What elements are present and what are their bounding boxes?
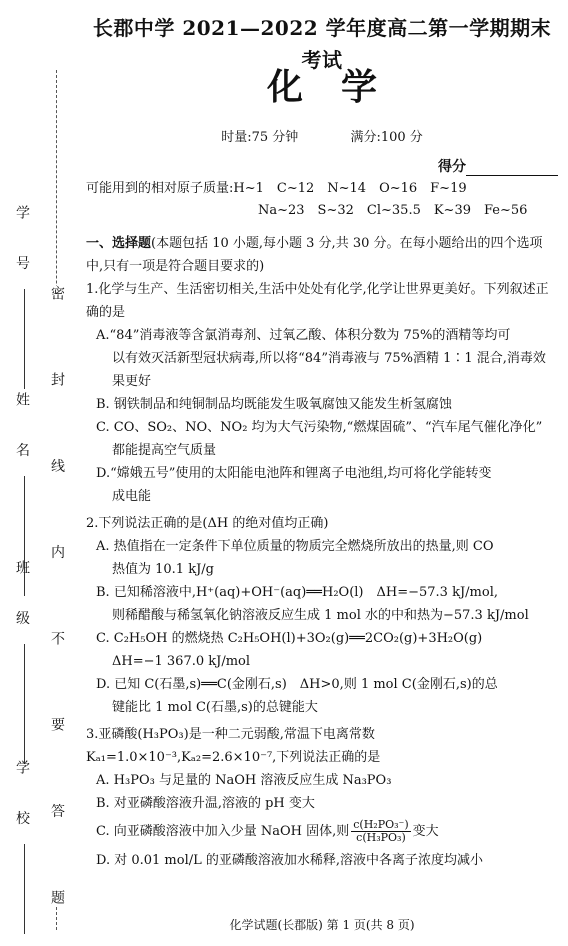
option-d[interactable]: D.“嫦娥五号”使用的太阳能电池阵和锂离子电池组,均可将化学能转变 成电能 [96,466,492,504]
time-limit: 时量:75 分钟 [221,130,299,145]
student-number-field: 学 号 [12,205,36,389]
option-d[interactable]: D. 对 0.01 mol/L 的亚磷酸溶液加水稀释,溶液中各离子浓度均减小 [96,853,484,868]
score-blank[interactable] [466,161,558,176]
option-b[interactable]: B. 对亚磷酸溶液升温,溶液的 pH 变大 [96,796,315,811]
question-2 [86,512,558,719]
score-box [86,156,558,176]
option-a[interactable]: A. H₃PO₃ 与足量的 NaOH 溶液反应生成 Na₃PO₃ [96,773,392,788]
exam-meta [86,126,558,146]
question-stem: 3.亚磷酸(H₃PO₃)是一种二元弱酸,常温下电离常数 Kₐ₁=1.0×10⁻³,Kₐ₂=2.6×10⁻⁷,下列说法正确的是 [86,727,381,765]
option-a[interactable]: A.“84”消毒液等含氯消毒剂、过氧乙酸、体积分数为 75%的酒精等均可 以有效灭活新型冠状病毒,所以将“84”消毒液与 75%酒精 1∶1 混合,消毒效果更好 [96,328,546,389]
option-b[interactable]: B. 钢铁制品和纯铜制品均既能发生吸氧腐蚀又能发生析氢腐蚀 [96,397,452,412]
question-stem: 2.下列说法正确的是(ΔH 的绝对值均正确) [86,516,329,531]
option-c[interactable]: C. 向亚磷酸溶液中加入少量 NaOH 固体,则 $\frac{\text{c(H₂PO₃⁻)}}{\text{c(H₃PO₃)}}$ 变大 [96,818,439,844]
class-field: 班 级 [12,560,36,764]
binding-margin [0,0,78,946]
subject-title: 化学 [266,66,415,108]
question-1 [86,278,558,508]
exam-title: 长郡中学 2021—2022 学年度高二第一学期期末考试 [92,16,552,72]
school-field: 学 校 [12,760,36,934]
option-d[interactable]: D. 已知 C(石墨,s)══C(金刚石,s) ΔH>0,则 1 mol C(金刚石,s)的总 键能比 1 mol C(石墨,s)的总键能大 [96,677,498,715]
question-stem: 1.化学与生产、生活密切相关,生活中处处有化学,化学让世界更美好。下列叙述正确的是 [86,282,549,320]
full-score: 满分:100 分 [350,130,423,145]
section-heading: 一、选择题(本题包括 10 小题,每小题 3 分,共 30 分。在每小题给出的四个选项中,只有一项是符合题目要求的) [86,236,543,274]
seal-warning: 密 封 线 内 不 要 答 题 [46,286,68,906]
option-c[interactable]: C. C₂H₅OH 的燃烧热 C₂H₅OH(l)+3O₂(g)══2CO₂(g)+3H₂O(g) ΔH=−1 367.0 kJ/mol [96,631,483,669]
exam-page [86,12,558,872]
atomic-masses: 可能用到的相对原子质量:H~1 C~12 N~14 O~16 F~19 Na~23 S~32 Cl~35.5 K~39 Fe~56 [86,181,528,218]
concentration-ratio: $\frac{\text{c(H₂PO₃⁻)}}{\text{c(H₃PO₃)}}$ [353,818,409,844]
score-label: 得分 [438,159,466,175]
option-b[interactable]: B. 已知稀溶液中,H⁺(aq)+OH⁻(aq)══H₂O(l) ΔH=−57.3 kJ/mol, 则稀醋酸与稀氢氧化钠溶液反应生成 1 mol 水的中和热为−57.3 kJ/mol [96,585,529,623]
name-field: 姓 名 [12,392,36,596]
question-3 [86,723,558,872]
option-c[interactable]: C. CO、SO₂、NO、NO₂ 均为大气污染物,“燃煤固硫”、“汽车尾气催化净化” 都能提高空气质量 [96,420,543,458]
option-a[interactable]: A. 热值指在一定条件下单位质量的物质完全燃烧所放出的热量,则 CO 热值为 10.1 kJ/g [96,539,494,577]
page-footer: 化学试题(长郡版) 第 1 页(共 8 页) [229,918,415,932]
